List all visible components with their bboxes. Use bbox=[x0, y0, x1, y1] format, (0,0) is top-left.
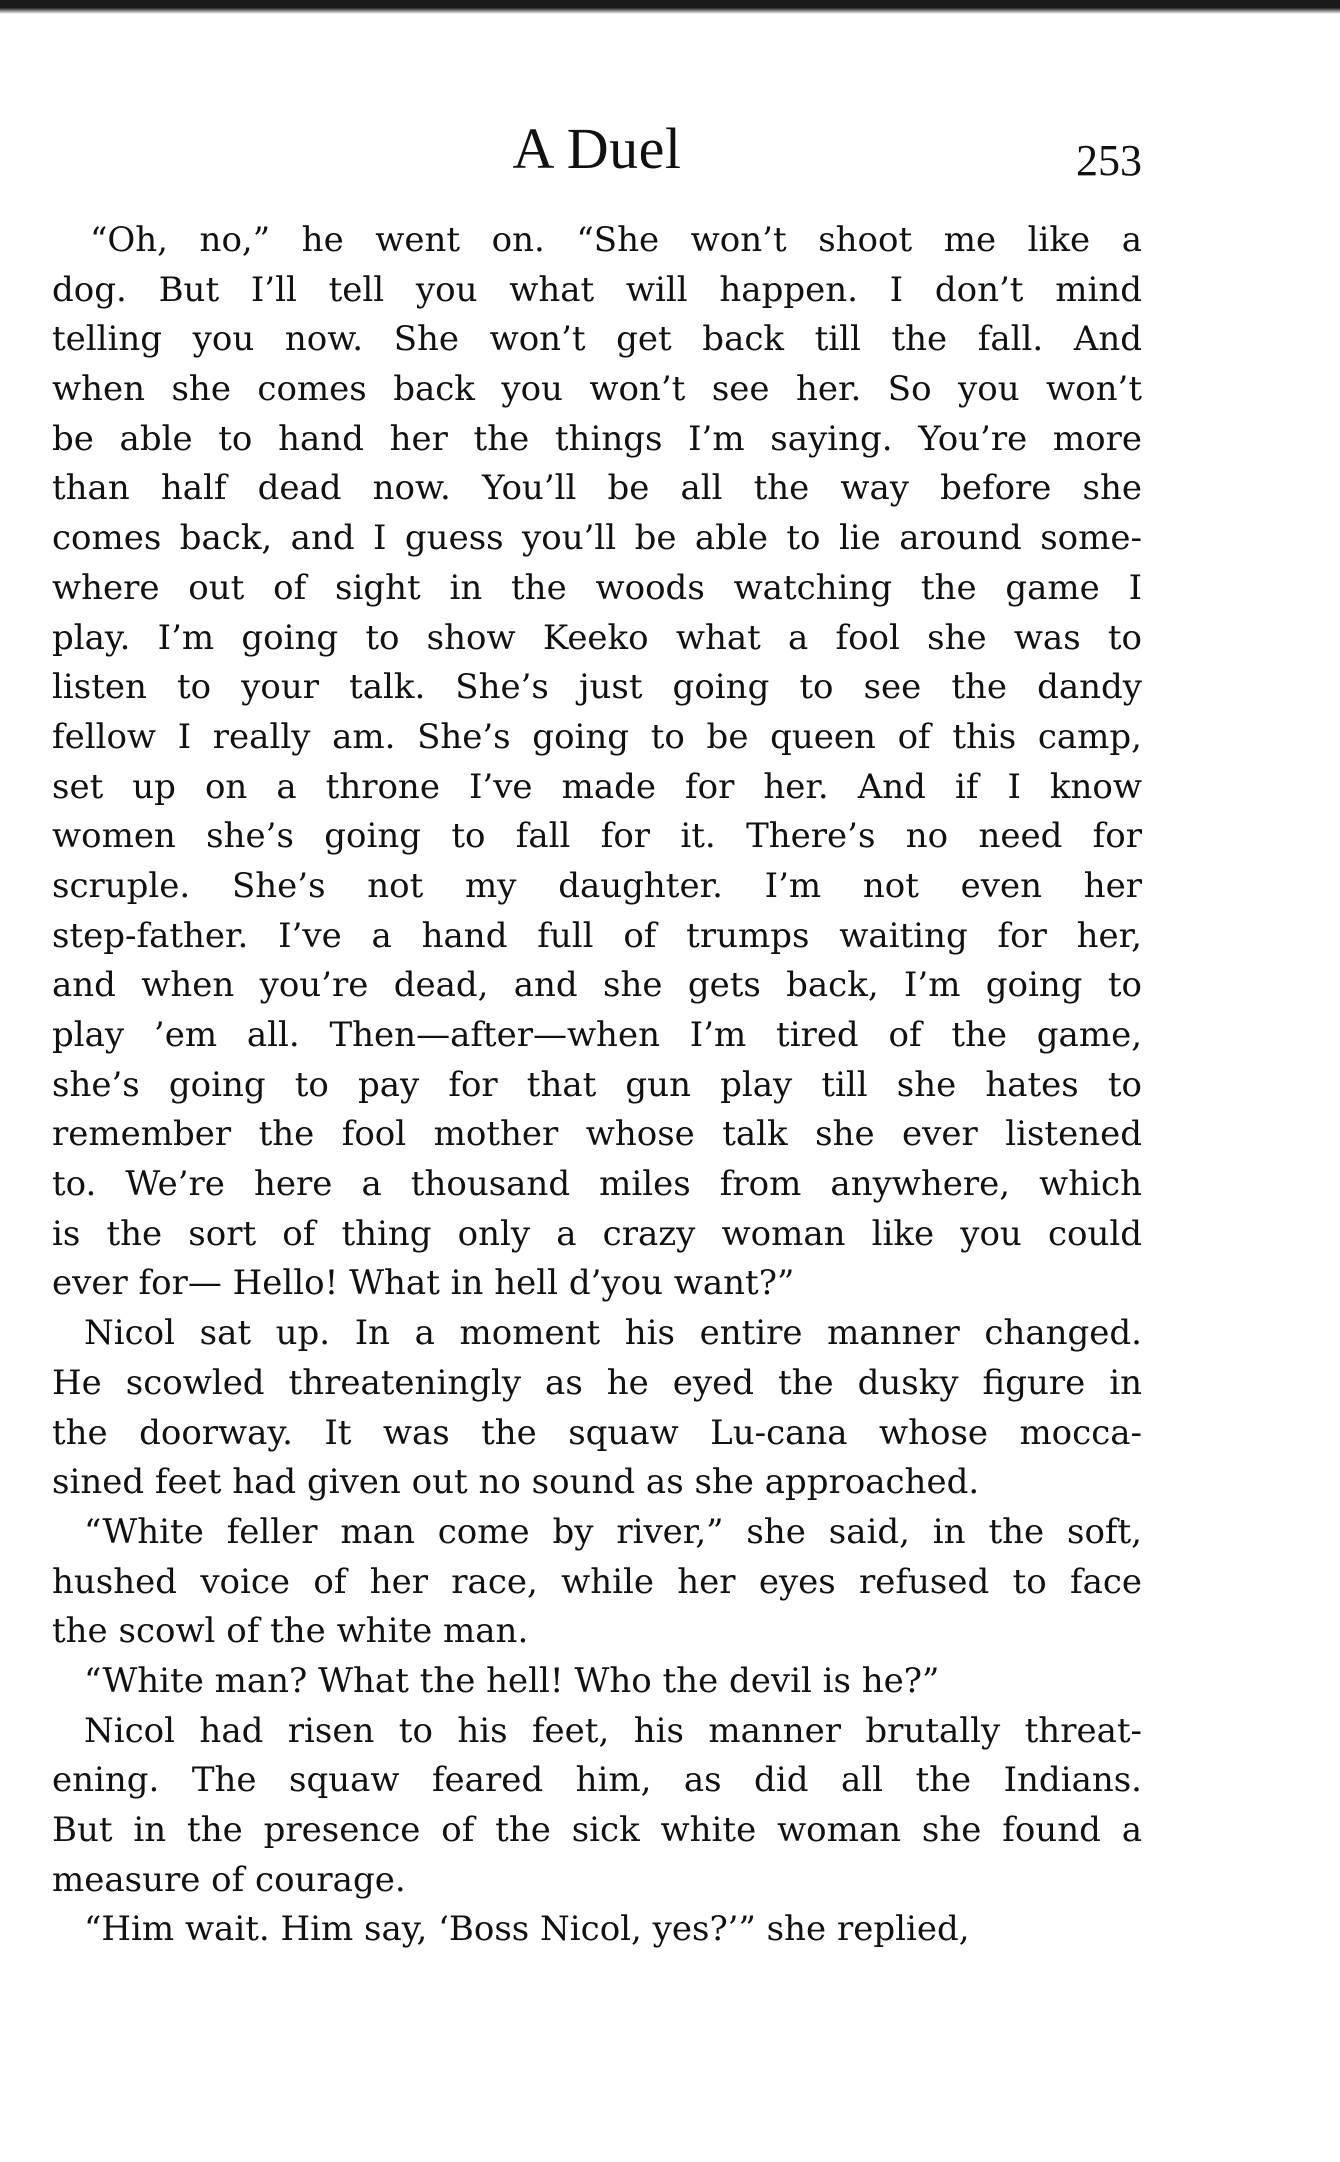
paragraph bbox=[52, 1309, 1142, 1508]
text-line: measure of courage. bbox=[52, 1859, 406, 1900]
text-line: play. I’m going to show Keeko what a fool she was to bbox=[52, 617, 1142, 658]
text-line: where out of sight in the woods watching the game I bbox=[52, 567, 1142, 608]
paragraph bbox=[52, 1905, 1142, 1955]
paragraph bbox=[52, 1508, 1142, 1657]
text-line: “White man? What the hell! Who the devil is he?” bbox=[84, 1660, 940, 1701]
text-line: But in the presence of the sick white woman she found a bbox=[52, 1810, 1142, 1850]
paragraph bbox=[52, 1707, 1142, 1906]
text-line: Nicol had risen to his feet, his manner brutally threat- bbox=[84, 1710, 1142, 1751]
text-line: “Him wait. Him say, ‘Boss Nicol, yes?’” she replied, bbox=[84, 1909, 970, 1950]
text-line: “Oh, no,” he went on. “She won’t shoot me like a bbox=[90, 220, 1142, 260]
text-line: comes back, and I guess you’ll be able to lie around some- bbox=[52, 518, 1142, 559]
text-line: fellow I really am. She’s going to be queen of this camp, bbox=[52, 716, 1142, 757]
text-line: scruple. She’s not my daughter. I’m not even her bbox=[52, 865, 1142, 906]
text-line: when she comes back you won’t see her. So you won’t bbox=[52, 369, 1142, 410]
text-line: dog. But I’ll tell you what will happen. I don’t mind bbox=[52, 269, 1142, 310]
text-line: than half dead now. You’ll be all the way before she bbox=[52, 468, 1142, 509]
text-line: He scowled threateningly as he eyed the dusky figure in bbox=[52, 1362, 1142, 1403]
text-line: telling you now. She won’t get back till the fall. And bbox=[52, 319, 1142, 360]
body-text bbox=[52, 216, 1142, 1955]
text-line: is the sort of thing only a crazy woman like you could bbox=[52, 1213, 1142, 1254]
running-title: A Duel bbox=[512, 116, 682, 181]
text-line: be able to hand her the things I’m saying. You’re more bbox=[52, 418, 1142, 459]
text-line: ever for— Hello! What in hell d’you want?” bbox=[52, 1263, 795, 1304]
page-header bbox=[52, 118, 1142, 200]
text-line: and when you’re dead, and she gets back, I’m going to bbox=[52, 965, 1142, 1006]
text-line: sined feet had given out no sound as she approached. bbox=[52, 1462, 980, 1503]
text-line: remember the fool mother whose talk she ever listened bbox=[52, 1114, 1142, 1155]
text-line: to. We’re here a thousand miles from anywhere, which bbox=[52, 1164, 1142, 1205]
paragraph bbox=[52, 1657, 1142, 1707]
text-line: hushed voice of her race, while her eyes refused to face bbox=[52, 1561, 1142, 1602]
text-line: women she’s going to fall for it. There’s no need for bbox=[52, 816, 1142, 857]
text-line: listen to your talk. She’s just going to see the dandy bbox=[52, 667, 1142, 708]
text-line: she’s going to pay for that gun play till she hates to bbox=[52, 1064, 1142, 1105]
page-number: 253 bbox=[1076, 136, 1142, 185]
text-line: play ’em all. Then—after—when I’m tired of the game, bbox=[52, 1015, 1142, 1055]
text-line: the doorway. It was the squaw Lu-cana whose mocca- bbox=[52, 1412, 1142, 1453]
text-line: ening. The squaw feared him, as did all the Indians. bbox=[52, 1760, 1142, 1801]
paragraph bbox=[52, 216, 1142, 1309]
text-line: the scowl of the white man. bbox=[52, 1611, 529, 1652]
top-edge-rule bbox=[0, 0, 1340, 14]
text-line: set up on a throne I’ve made for her. And if I know bbox=[52, 766, 1142, 807]
text-line: Nicol sat up. In a moment his entire manner changed. bbox=[84, 1313, 1142, 1354]
book-page bbox=[52, 118, 1142, 1955]
text-line: step-father. I’ve a hand full of trumps waiting for her, bbox=[52, 915, 1142, 956]
text-line: “White feller man come by river,” she said, in the soft, bbox=[84, 1511, 1142, 1552]
